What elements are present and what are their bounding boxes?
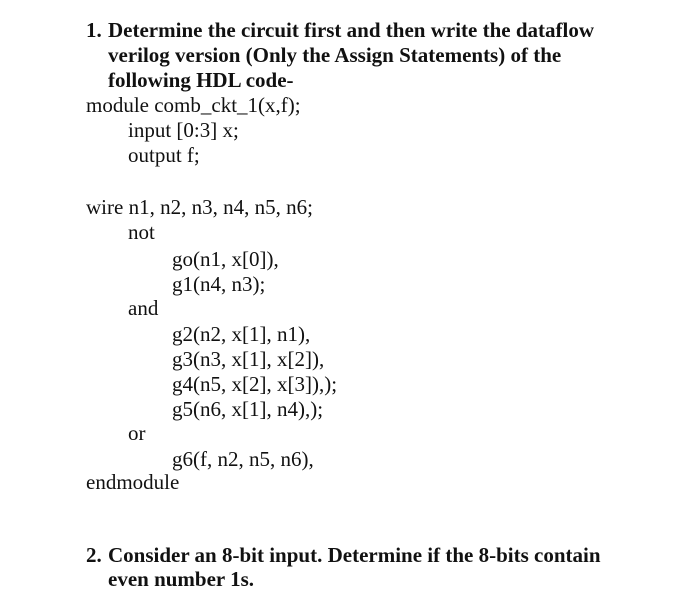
question-2-prompt-line-2: even number 1s. xyxy=(108,567,255,591)
code-and-gate-4: g5(n6, x[1], n4),); xyxy=(172,397,324,421)
question-2-prompt-line-1: Consider an 8-bit input. Determine if the 8-bits contain xyxy=(108,543,601,567)
code-or-keyword: or xyxy=(128,421,146,445)
code-endmodule-line: endmodule xyxy=(86,470,180,494)
question-1-prompt-line-3: following HDL code- xyxy=(108,68,294,92)
question-1-prompt-line-2: verilog version (Only the Assign Statements) of the xyxy=(108,43,562,67)
code-not-gate-1: go(n1, x[0]), xyxy=(172,247,279,271)
code-not-gate-2: g1(n4, n3); xyxy=(172,272,266,296)
code-not-keyword: not xyxy=(128,220,155,244)
code-module-line: module comb_ckt_1(x,f); xyxy=(86,93,301,117)
code-and-keyword: and xyxy=(128,296,159,320)
question-1-prompt-line-1: Determine the circuit first and then write the dataflow xyxy=(108,18,595,42)
code-and-gate-1: g2(n2, x[1], n1), xyxy=(172,322,311,346)
code-or-gate-1: g6(f, n2, n5, n6), xyxy=(172,447,314,471)
code-and-gate-3: g4(n5, x[2], x[3]),); xyxy=(172,372,338,396)
question-1-number: 1. xyxy=(86,18,102,42)
code-and-gate-2: g3(n3, x[1], x[2]), xyxy=(172,347,325,371)
code-input-line: input [0:3] x; xyxy=(128,118,239,142)
code-output-line: output f; xyxy=(128,143,200,167)
question-2-number: 2. xyxy=(86,543,102,567)
code-wire-line: wire n1, n2, n3, n4, n5, n6; xyxy=(86,195,313,219)
